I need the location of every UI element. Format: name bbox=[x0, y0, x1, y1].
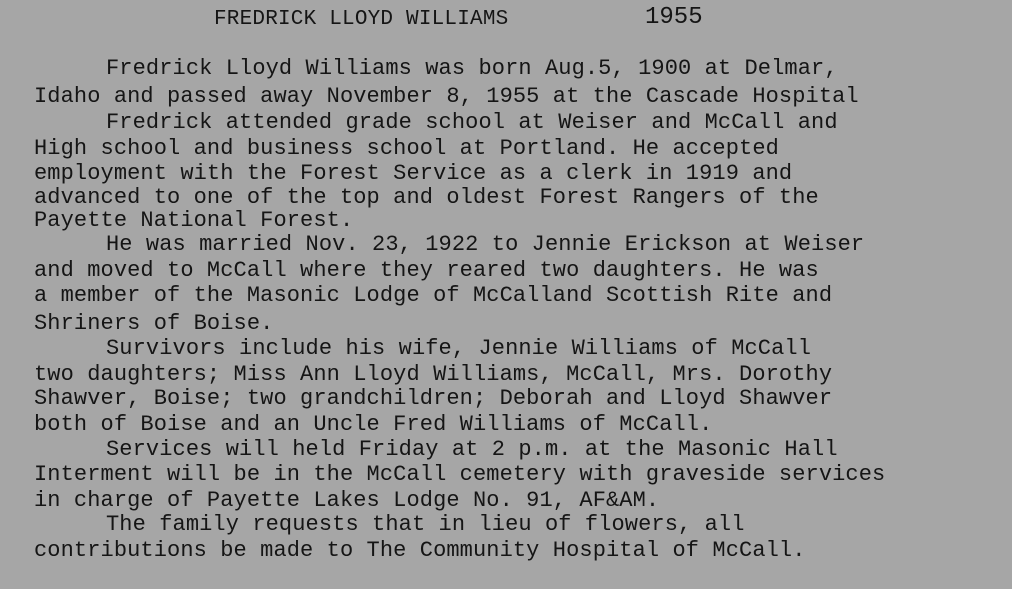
text-line-4: High school and business school at Portland. He accepted bbox=[34, 136, 779, 161]
text-line-17: Interment will be in the McCall cemetery with graveside services bbox=[34, 462, 886, 487]
text-line-18: in charge of Payette Lakes Lodge No. 91, AF&AM. bbox=[34, 488, 660, 513]
text-line-20: contributions be made to The Community Hospital of McCall. bbox=[34, 538, 806, 563]
text-line-19: The family requests that in lieu of flowers, all bbox=[106, 512, 745, 537]
text-line-13: two daughters; Miss Ann Lloyd Williams, McCall, Mrs. Dorothy bbox=[34, 362, 833, 387]
text-line-9: and moved to McCall where they reared two daughters. He was bbox=[34, 258, 819, 283]
text-line-5: employment with the Forest Service as a clerk in 1919 and bbox=[34, 161, 793, 186]
text-line-14: Shawver, Boise; two grandchildren; Deborah and Lloyd Shawver bbox=[34, 386, 833, 411]
text-line-12: Survivors include his wife, Jennie Williams of McCall bbox=[106, 336, 812, 361]
text-line-15: both of Boise and an Uncle Fred Williams of McCall. bbox=[34, 412, 713, 437]
document-year: 1955 bbox=[645, 4, 703, 31]
text-line-7: Payette National Forest. bbox=[34, 208, 354, 233]
text-line-8: He was married Nov. 23, 1922 to Jennie Erickson at Weiser bbox=[106, 232, 865, 257]
text-line-11: Shriners of Boise. bbox=[34, 311, 274, 336]
text-line-6: advanced to one of the top and oldest Forest Rangers of the bbox=[34, 185, 819, 210]
text-line-2: Idaho and passed away November 8, 1955 at the Cascade Hospital bbox=[34, 84, 859, 109]
text-line-1: Fredrick Lloyd Williams was born Aug.5, 1900 at Delmar, bbox=[106, 56, 838, 81]
text-line-10: a member of the Masonic Lodge of McCalland Scottish Rite and bbox=[34, 283, 833, 308]
document-title: FREDRICK LLOYD WILLIAMS bbox=[214, 8, 509, 31]
text-line-3: Fredrick attended grade school at Weiser and McCall and bbox=[106, 110, 838, 135]
text-line-16: Services will held Friday at 2 p.m. at the Masonic Hall bbox=[106, 437, 838, 462]
